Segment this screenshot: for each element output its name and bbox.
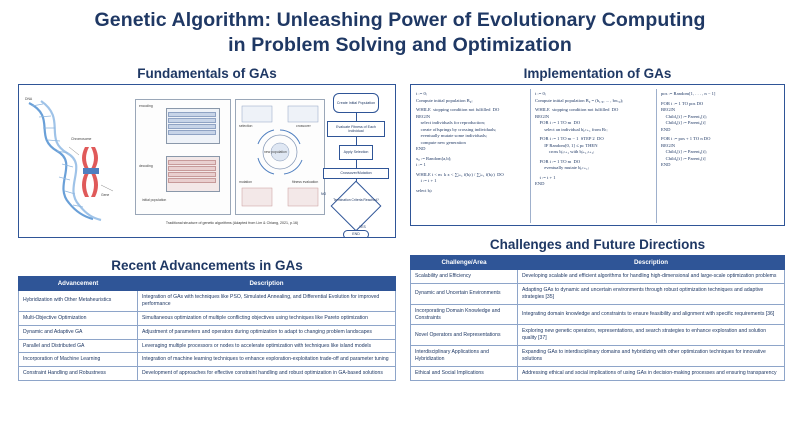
flow-node-apply-selection: Apply Selection <box>339 145 373 160</box>
pseudocode-line: FOR i := 1 TO m DO <box>535 158 581 164</box>
label-dna: DNA <box>25 97 33 101</box>
pseudocode-line: select bⱼₜ <box>416 187 433 193</box>
cell-area: Dynamic and Uncertain Environments <box>411 283 518 304</box>
label-selection: selection <box>239 124 253 128</box>
cell-description: Expanding GAs to interdisciplinary domains and hybridizing with other optimization techniques for innovative solutions <box>518 346 785 367</box>
column-header-challenge-area: Challenge/Area <box>411 256 518 270</box>
pseudocode-line: Compute initial population B₀; <box>416 97 473 103</box>
section-heading-recent-advancements: Recent Advancements in GAs <box>111 258 303 273</box>
label-gene: Gene <box>101 193 110 197</box>
pseudocode-line: Child₂[i] := Parent₁[i] <box>661 155 706 161</box>
ga-structure-diagram <box>19 85 395 237</box>
cell-description: Addressing ethical and social implications of using GAs in decision-making processes and ensuring transparency <box>518 366 785 380</box>
pseudocode-line: END <box>661 126 671 132</box>
table-header-row <box>411 256 785 270</box>
pseudocode-line: FOR i := 1 TO m − 1 STEP 2 DO <box>535 136 604 142</box>
label-crossover: crossover <box>296 124 311 128</box>
pseudocode-line: BEGIN <box>535 113 550 119</box>
label-chromosome: Chromosome <box>71 137 92 141</box>
pseudocode-line: WHILE stopping condition not fulfilled DO <box>535 107 619 113</box>
matrix-row <box>168 166 216 171</box>
cell-advancement: Hybridization with Other Metaheuristics <box>19 291 138 312</box>
flow-arrow <box>356 113 357 121</box>
ga-flowchart <box>319 91 395 237</box>
pseudocode-line: FOR i := 1 TO m DO <box>535 120 581 126</box>
pseudocode-column-2 <box>532 89 657 223</box>
pseudocode-line: i := i + 1 <box>416 178 437 184</box>
flow-node-end: END <box>343 230 369 238</box>
flow-label-yes: YES <box>359 225 366 229</box>
label-new-population: new population <box>264 150 287 154</box>
pseudocode-line: eventually mutate some individuals; <box>416 133 488 139</box>
cell-advancement: Multi-Objective Optimization <box>19 311 138 325</box>
column-header-description: Description <box>518 256 785 270</box>
table-row <box>19 353 396 367</box>
fundamentals-figure-panel <box>18 84 396 238</box>
pseudocode-line: FOR i := pos + 1 TO n DO <box>661 136 711 142</box>
matrix-row <box>168 124 216 129</box>
column-header-description: Description <box>138 277 396 291</box>
label-mutation: mutation <box>239 180 253 184</box>
pseudocode-line: END <box>535 181 545 187</box>
figure-caption: Traditional structure of genetic algorithms (Adapted from Lim & Chiang, 2021, p.16) <box>165 221 299 225</box>
table-row <box>19 325 396 339</box>
pseudocode-line: BEGIN <box>661 107 676 113</box>
cell-description: Integration of machine learning techniques to enhance exploration-exploitation trade-off and parameter tuning <box>138 353 396 367</box>
flow-label-no: NO <box>321 192 327 196</box>
cell-description: Developing scalable and efficient algorithms for handling high-dimensional and large-scale optimization problems <box>518 270 785 284</box>
cell-advancement: Constraint Handling and Robustness <box>19 367 138 381</box>
cell-description: Adjustment of parameters and operators during optimization to adapt to changing problem landscapes <box>138 325 396 339</box>
matrix-row <box>168 118 216 123</box>
table-row <box>411 346 785 367</box>
encoding-decoding-figure <box>135 99 231 215</box>
challenges-table <box>410 255 785 381</box>
pseudocode-line: pos := Random[1, . . . , n − 1] <box>661 91 716 96</box>
pseudocode-line: Child₁[i] := Parent₂[i]; <box>661 149 707 155</box>
cell-advancement: Dynamic and Adaptive GA <box>19 325 138 339</box>
ga-cycle-figure <box>235 99 325 215</box>
cell-area: Novel Operators and Representations <box>411 325 518 346</box>
table-row <box>411 270 785 284</box>
table-row <box>411 304 785 325</box>
flow-node-crossover-mutation: Crossover/Mutation <box>323 168 389 179</box>
pseudocode-line: cross bⱼ,ₜ₊₁ with bⱼ₊₁,ₜ₊₁; <box>535 149 595 155</box>
matrix-row <box>168 130 216 135</box>
recent-advancements-table <box>18 276 396 381</box>
pseudocode-column-1 <box>413 89 531 223</box>
cell-description: Adapting GAs to dynamic and uncertain environments through robust optimization techniques and adaptive strategies [35] <box>518 283 785 304</box>
section-heading-implementation: Implementation of GAs <box>523 66 672 81</box>
table-row <box>411 283 785 304</box>
flow-arrow <box>356 160 357 168</box>
matrix-row <box>168 172 216 177</box>
ga-cycle-svg <box>236 100 327 214</box>
label-encoding: encoding <box>139 104 153 108</box>
pseudocode-line: Child₁[i] := Parent₁[i]; <box>661 113 707 119</box>
table-row <box>19 291 396 312</box>
cell-area: Ethical and Social Implications <box>411 366 518 380</box>
section-heading-challenges: Challenges and Future Directions <box>489 237 706 252</box>
cell-area: Scalability and Efficiency <box>411 270 518 284</box>
cell-advancement: Incorporation of Machine Learning <box>19 353 138 367</box>
pseudocode-column-3 <box>658 89 782 223</box>
table-header-row <box>19 277 396 291</box>
table-row <box>411 366 785 380</box>
pseudocode-line: WHILE stopping condition not fulfilled DO <box>416 107 500 113</box>
cell-description: Integrating domain knowledge and constraints to ensure feasibility and alignment with specific requirements [36] <box>518 304 785 325</box>
cell-description: Simultaneous optimization of multiple conflicting objectives using techniques like Pareto optimization <box>138 311 396 325</box>
pseudocode-line: BEGIN <box>416 113 431 119</box>
table-row <box>19 367 396 381</box>
flow-node-create-initial-population: Create Initial Population <box>333 93 379 113</box>
table-row <box>19 311 396 325</box>
pseudocode-line: x₀ := Random[a,b]; <box>416 155 452 161</box>
page-title-line2: in Problem Solving and Optimization <box>228 33 572 56</box>
cell-description: Leveraging multiple processors or nodes to accelerate optimization with techniques like island models <box>138 339 396 353</box>
pseudocode-line: FOR i := 1 TO pos DO <box>661 100 704 106</box>
pseudocode-line: create offsprings by crossing individuals; <box>416 126 497 132</box>
flow-arrow <box>356 137 357 145</box>
flow-node-evaluate-fitness: Evaluate Fitness of Each Individual <box>327 121 385 137</box>
pseudocode-line: t := 0; <box>535 91 547 96</box>
section-heading-fundamentals: Fundamentals of GAs <box>137 66 277 81</box>
pseudocode-line: IF Random[0, 1] ≤ pᴄ THEN <box>535 142 598 148</box>
pseudocode-line: eventually mutate bⱼ,ₜ₊₁; <box>535 165 590 171</box>
dna-svg <box>23 95 127 225</box>
pseudocode-line: compute new generation <box>416 139 466 145</box>
pseudocode-line: i := 1 <box>416 162 426 168</box>
table-row <box>411 325 785 346</box>
matrix-row <box>168 160 216 165</box>
cell-advancement: Parallel and Distributed GA <box>19 339 138 353</box>
pseudocode-line: select an individual bⱼ,ₜ₊₁ from Bₜ; <box>535 126 608 132</box>
matrix-row <box>168 178 216 183</box>
pseudocode-line: t := 0; <box>416 91 428 96</box>
cell-description: Integration of GAs with techniques like PSO, Simulated Annealing, and Differential Evolution for improved performance <box>138 291 396 312</box>
pseudocode-line: END <box>661 162 671 168</box>
cell-description: Development of approaches for effective constraint handling and robust optimization in GA-based solutions <box>138 367 396 381</box>
pseudocode-line: Compute initial population B₀ = (b₁,₀, ... , bₘ,₀); <box>535 97 624 103</box>
pseudocode-line: Child₂[i] := Parent₂[i] <box>661 120 706 126</box>
pseudocode-line: WHILE i < m k x < ∑ⱼ₌₁ f(bⱼₜ) / ∑ⱼ₌₁ f(bⱼₜ) DO <box>416 171 504 177</box>
cell-area: Interdisciplinary Applications and Hybridization <box>411 346 518 367</box>
pseudocode-line: t := t + 1 <box>535 174 556 180</box>
implementation-pseudocode-panel <box>410 84 785 226</box>
matrix-row <box>168 112 216 117</box>
label-decoding: decoding <box>139 164 153 168</box>
chromosome-shape <box>82 147 99 197</box>
flow-decision-shape <box>331 181 382 232</box>
dna-illustration <box>23 95 127 225</box>
table-row <box>19 339 396 353</box>
pseudocode-line: END <box>416 146 426 152</box>
label-initial-population: initial population <box>142 198 167 202</box>
page-title <box>0 8 800 58</box>
pseudocode-line: select individuals for reproduction; <box>416 120 486 126</box>
page-title-line1: Genetic Algorithm: Unleashing Power of Evolutionary Computing <box>94 9 706 31</box>
cell-area: Incorporating Domain Knowledge and Constraints <box>411 304 518 325</box>
cell-description: Exploring new genetic operators, representations, and search strategies to enhance exploration and solution quality [37] <box>518 325 785 346</box>
flow-node-termination-criteria: Termination Criteria Reached? <box>333 198 379 202</box>
label-fitness-evaluation: fitness evaluation <box>292 180 319 184</box>
column-header-advancement: Advancement <box>19 277 138 291</box>
pseudocode-line: BEGIN <box>661 142 676 148</box>
